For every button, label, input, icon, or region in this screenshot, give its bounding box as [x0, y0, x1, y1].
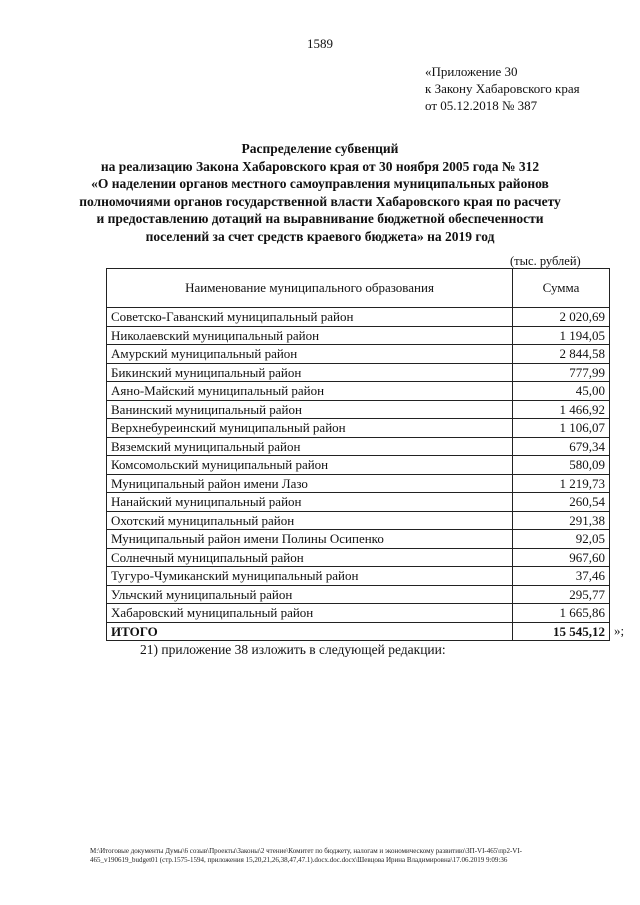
- subsidy-amount: 580,09: [513, 456, 610, 475]
- title-line: Распределение субвенций: [241, 141, 399, 156]
- subsidy-amount: 92,05: [513, 530, 610, 549]
- municipality-name: Тугуро-Чумиканский муниципальный район: [107, 567, 513, 586]
- table-row: [107, 474, 610, 493]
- municipality-name: Николаевский муниципальный район: [107, 326, 513, 345]
- column-header-name: Наименование муниципального образования: [107, 269, 513, 308]
- subsidy-amount: 1 466,92: [513, 400, 610, 419]
- subsidy-amount: 1 219,73: [513, 474, 610, 493]
- file-path-footer: [90, 847, 610, 865]
- municipality-name: Вяземский муниципальный район: [107, 437, 513, 456]
- municipality-name: Амурский муниципальный район: [107, 345, 513, 364]
- total-label: ИТОГО: [107, 622, 513, 641]
- page-number: 1589: [307, 36, 333, 51]
- title-line: поселений за счет средств краевого бюджета» на 2019 год: [145, 228, 495, 244]
- total-amount: 15 545,12: [513, 622, 610, 641]
- table-row: [107, 308, 610, 327]
- appendix-line: от 05.12.2018 № 387: [425, 98, 538, 113]
- municipality-name: Верхнебуреинский муниципальный район: [107, 419, 513, 438]
- subsidy-amount: 2 844,58: [513, 345, 610, 364]
- title-line: полномочиями органов государственной власти Хабаровского края по расчету: [79, 193, 561, 209]
- table-row: [107, 400, 610, 419]
- subsidy-amount: 45,00: [513, 382, 610, 401]
- subsidy-amount: 777,99: [513, 363, 610, 382]
- municipality-name: Солнечный муниципальный район: [107, 548, 513, 567]
- municipality-name: Нанайский муниципальный район: [107, 493, 513, 512]
- municipality-name: Комсомольский муниципальный район: [107, 456, 513, 475]
- subsidy-amount: 37,46: [513, 567, 610, 586]
- appendix-line: к Закону Хабаровского края: [425, 81, 580, 96]
- column-header-amount: Сумма: [513, 269, 610, 308]
- title-line: и предоставлению дотаций на выравнивание бюджетной обеспеченности: [96, 211, 544, 226]
- amendment-paragraph: 21) приложение 38 изложить в следующей редакции:: [140, 642, 446, 657]
- subsidy-amount: 2 020,69: [513, 308, 610, 327]
- municipality-name: Ульчский муниципальный район: [107, 585, 513, 604]
- subsidy-amount: 1 665,86: [513, 604, 610, 623]
- subsidy-amount: 260,54: [513, 493, 610, 512]
- appendix-line: «Приложение 30: [425, 64, 518, 79]
- subsidy-amount: 679,34: [513, 437, 610, 456]
- subsidy-amount: 1 194,05: [513, 326, 610, 345]
- subsidy-amount: 291,38: [513, 511, 610, 530]
- municipality-name: Муниципальный район имени Полины Осипенко: [107, 530, 513, 549]
- municipality-name: Бикинский муниципальный район: [107, 363, 513, 382]
- title-line: «О наделении органов местного самоуправления муниципальных районов: [91, 176, 549, 191]
- closing-quote: »;: [614, 623, 625, 638]
- table-row: [107, 326, 610, 345]
- subsidy-amount: 967,60: [513, 548, 610, 567]
- table-row: [107, 437, 610, 456]
- table-row: [107, 493, 610, 512]
- subsidy-table: [106, 268, 610, 641]
- table-row: [107, 419, 610, 438]
- municipality-name: Муниципальный район имени Лазо: [107, 474, 513, 493]
- municipality-name: Аяно-Майский муниципальный район: [107, 382, 513, 401]
- municipality-name: Хабаровский муниципальный район: [107, 604, 513, 623]
- footer-line: 465_v190619_budget01 (стр.1575-1594, приложения 15,20,21,26,38,47,47.1).docx.doc.docx\Шевцова Ирина Владимировна\17.06.2019 9:09:36: [90, 856, 508, 864]
- table-row: [107, 585, 610, 604]
- table-row: [107, 530, 610, 549]
- units-label: (тыс. рублей): [510, 254, 581, 268]
- total-row: [107, 622, 610, 641]
- table-row: [107, 456, 610, 475]
- table-header-row: [107, 269, 610, 308]
- appendix-reference: [425, 63, 580, 114]
- table-row: [107, 363, 610, 382]
- table-row: [107, 511, 610, 530]
- table-row: [107, 345, 610, 364]
- table-body: [107, 308, 610, 623]
- document-title: [60, 140, 580, 245]
- footer-line: М:\Итоговые документы Думы\6 созыв\Проекты\Законы\2 чтение\Комитет по бюджету, налогам и экономическому развитию\ЗП-VI-465\пр2-VI-: [90, 847, 522, 855]
- municipality-name: Ванинский муниципальный район: [107, 400, 513, 419]
- table-row: [107, 604, 610, 623]
- subsidy-amount: 1 106,07: [513, 419, 610, 438]
- municipality-name: Охотский муниципальный район: [107, 511, 513, 530]
- table-row: [107, 567, 610, 586]
- table-row: [107, 382, 610, 401]
- municipality-name: Советско-Гаванский муниципальный район: [107, 308, 513, 327]
- subsidy-amount: 295,77: [513, 585, 610, 604]
- table-row: [107, 548, 610, 567]
- title-line: на реализацию Закона Хабаровского края от 30 ноября 2005 года № 312: [100, 158, 540, 174]
